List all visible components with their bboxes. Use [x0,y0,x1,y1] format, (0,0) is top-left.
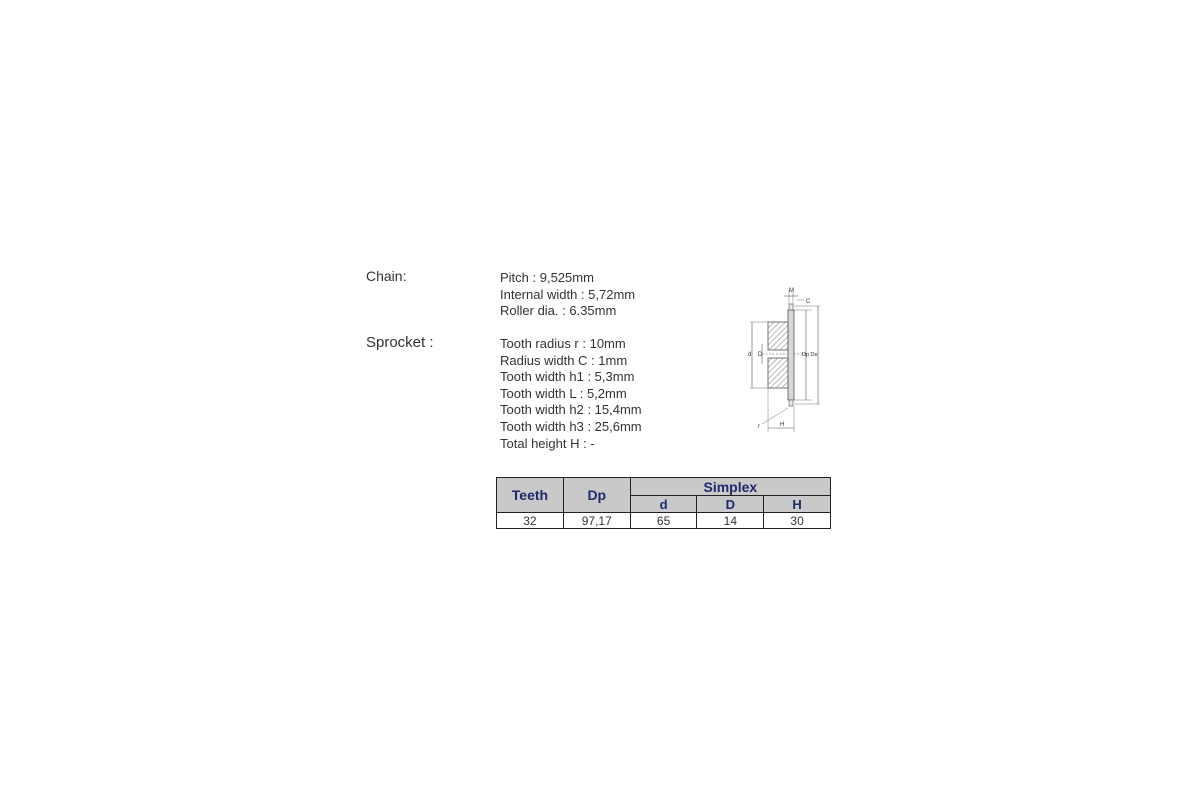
sprocket-spec-tooth-radius: Tooth radius r : 10mm [500,336,626,351]
sprocket-spec-table [496,477,831,529]
hub-lower-section [768,358,788,388]
cell-d-big: 14 [697,513,764,529]
table-row [497,513,831,529]
diagram-label-h: H [780,422,785,428]
hub-upper-section [768,322,788,350]
sprocket-spec-tooth-width-h2: Tooth width h2 : 15,4mm [500,402,642,418]
diagram-label-dp-de: Dp De [802,352,818,358]
sprocket-label: Sprocket : [366,334,434,351]
cell-dp: 97,17 [563,513,630,529]
sprocket-cross-section-diagram [740,282,840,438]
diagram-label-c: C [806,299,811,305]
sprocket-spec-tooth-width-h3: Tooth width h3 : 25,6mm [500,418,642,434]
diagram-label-d-small: d [748,352,752,358]
chain-label: Chain: [366,268,407,284]
cell-d-small: 65 [630,513,697,529]
diagram-label-m: M [789,288,794,294]
diagram-label-d-big: D [758,352,763,358]
header-dp: Dp [563,478,630,513]
header-simplex: Simplex [630,478,830,496]
tooth-plate [788,310,794,400]
header-d-big: D [697,496,764,513]
sprocket-spec-list [500,336,642,452]
chain-spec-roller-dia: Roller dia. : 6.35mm [500,303,617,319]
sprocket-spec-tooth-width-h1: Tooth width h1 : 5,3mm [500,369,635,385]
header-teeth: Teeth [497,478,564,513]
cell-teeth: 32 [497,513,564,529]
sprocket-spec-total-height: Total height H : - [500,435,595,451]
chain-spec-internal-width: Internal width : 5,72mm [500,286,636,302]
header-h: H [764,496,831,513]
cell-h: 30 [764,513,831,529]
header-d-small: d [630,496,697,513]
sprocket-spec-radius-width: Radius width C : 1mm [500,352,628,368]
table-header-row [497,478,831,496]
sprocket-spec-tooth-width-l: Tooth width L : 5,2mm [500,385,627,401]
diagram-label-r: r [758,424,760,430]
chain-spec-list [500,270,635,320]
chain-spec-pitch: Pitch : 9,525mm [500,270,594,285]
